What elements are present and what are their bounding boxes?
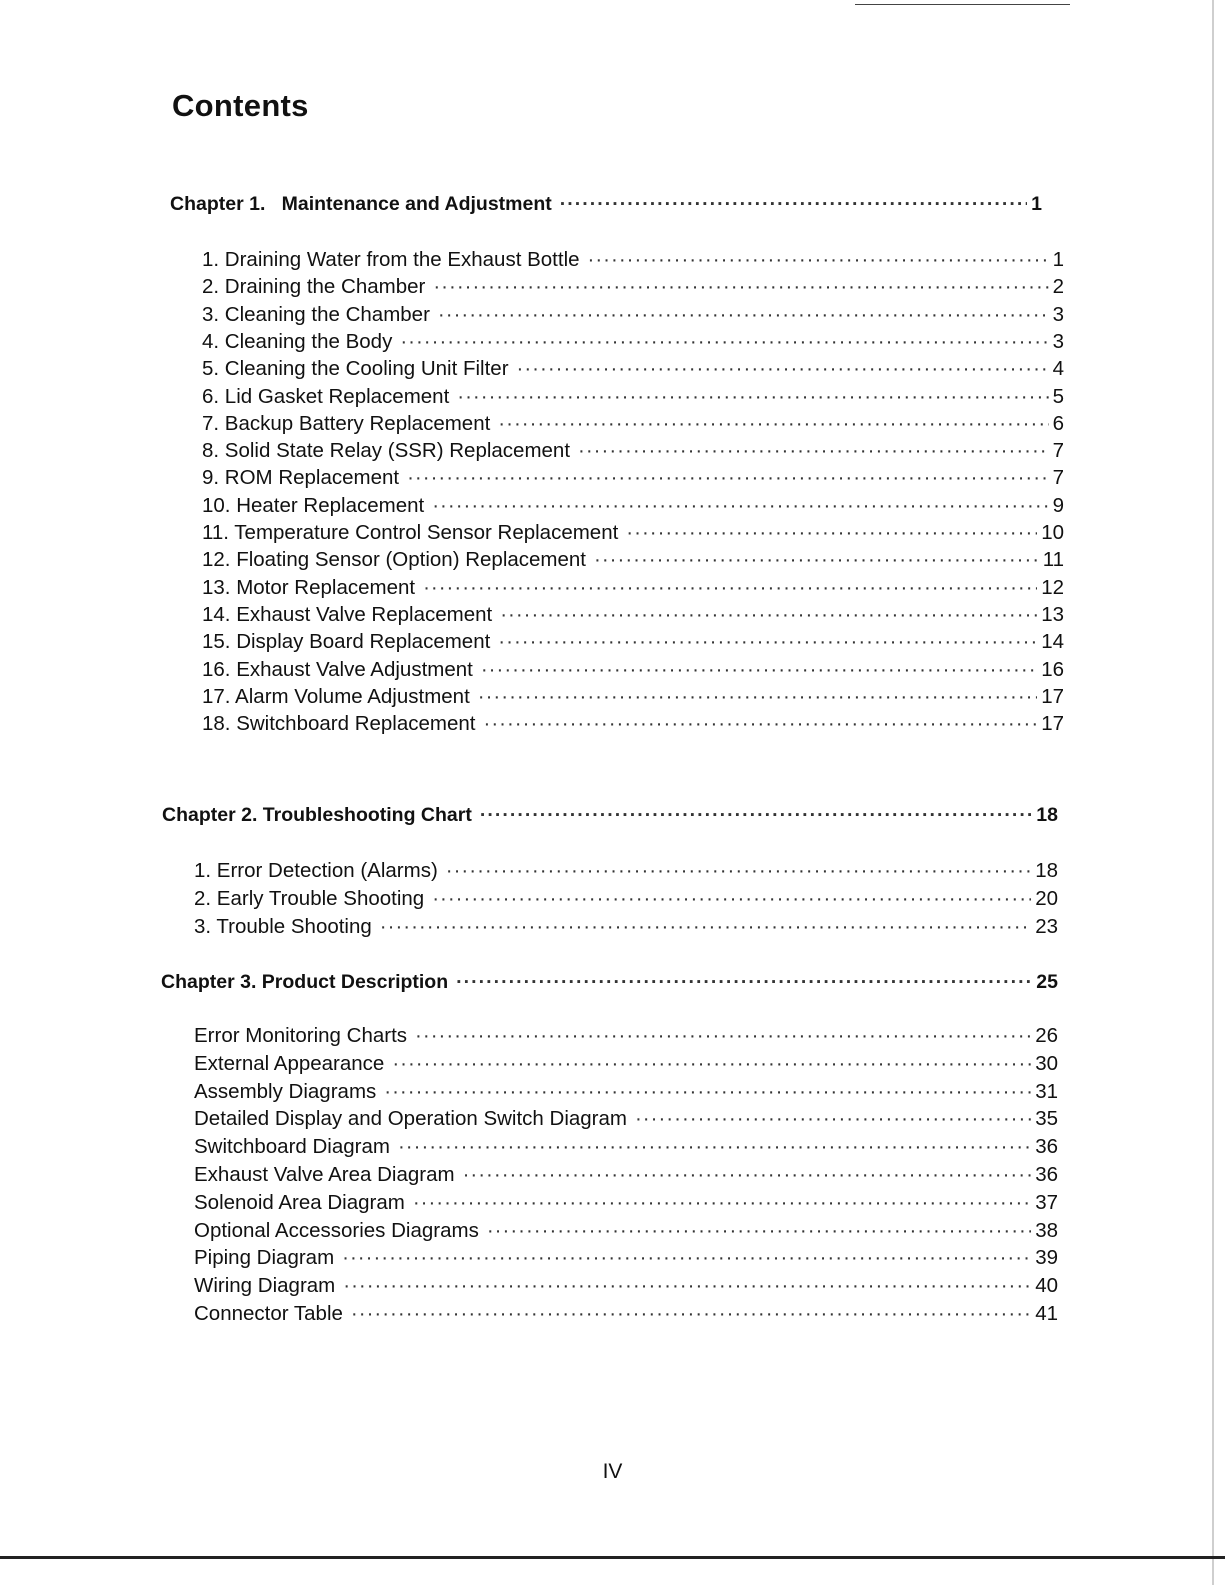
- toc-chapter-3[interactable]: [161, 971, 1058, 994]
- leader-dots: [398, 1135, 1031, 1159]
- chapter-heading: Chapter 1. Maintenance and Adjustment: [170, 193, 552, 215]
- toc-item-label: Switchboard Diagram: [194, 1135, 390, 1159]
- leader-dots: [400, 330, 1048, 354]
- page-number: 30: [1035, 1051, 1058, 1075]
- toc-item-label: Piping Diagram: [194, 1246, 335, 1270]
- page-title: Contents: [172, 88, 309, 123]
- page-number: 3: [1052, 302, 1064, 326]
- toc-item-label: Assembly Diagrams: [194, 1079, 377, 1103]
- page-number: 1: [1031, 193, 1042, 215]
- leader-dots: [478, 685, 1037, 709]
- toc-item-label: 18. Switchboard Replacement: [202, 712, 476, 736]
- toc-item-label: 3. Cleaning the Chamber: [202, 302, 430, 326]
- toc-item[interactable]: [202, 630, 1064, 654]
- leader-dots: [560, 193, 1027, 216]
- leader-dots: [588, 248, 1049, 272]
- toc-item[interactable]: [202, 685, 1064, 709]
- page-number: 6: [1052, 411, 1064, 435]
- toc-item[interactable]: [194, 1107, 1058, 1131]
- leader-dots: [446, 859, 1031, 883]
- toc-item-label: 1. Error Detection (Alarms): [194, 859, 438, 882]
- leader-dots: [463, 1163, 1032, 1187]
- leader-dots: [413, 1191, 1031, 1215]
- toc-item-label: Detailed Display and Operation Switch Diagram: [194, 1107, 627, 1131]
- toc-item[interactable]: [194, 887, 1058, 911]
- top-rule: [855, 4, 1070, 5]
- toc-item[interactable]: [194, 1219, 1058, 1243]
- page-number: 39: [1035, 1246, 1058, 1270]
- page-number: 17: [1041, 684, 1064, 708]
- toc-item[interactable]: [202, 439, 1064, 463]
- toc-chapter-2[interactable]: [162, 804, 1058, 827]
- toc-item-label: External Appearance: [194, 1051, 385, 1075]
- page-number: 23: [1035, 915, 1058, 939]
- leader-dots: [484, 712, 1038, 736]
- toc-item[interactable]: [202, 712, 1064, 736]
- leader-dots: [415, 1024, 1031, 1048]
- toc-item[interactable]: [194, 1052, 1058, 1076]
- toc-item[interactable]: [202, 385, 1064, 409]
- toc-item-label: Solenoid Area Diagram: [194, 1190, 405, 1214]
- leader-dots: [594, 548, 1039, 572]
- leader-dots: [635, 1107, 1031, 1131]
- toc-item-label: 10. Heater Replacement: [202, 493, 425, 517]
- toc-item-label: 11. Temperature Control Sensor Replacement: [202, 521, 619, 544]
- toc-item-label: 1. Draining Water from the Exhaust Bottle: [202, 248, 580, 271]
- page-number: 37: [1035, 1190, 1058, 1214]
- toc-item[interactable]: [202, 275, 1064, 299]
- toc-item-label: 4. Cleaning the Body: [202, 329, 393, 353]
- bottom-rule: [0, 1556, 1225, 1559]
- page-number: 36: [1035, 1135, 1058, 1159]
- page-number: 20: [1035, 887, 1058, 911]
- leader-dots: [517, 357, 1049, 381]
- toc-item-label: 2. Early Trouble Shooting: [194, 887, 425, 911]
- toc-item-label: 5. Cleaning the Cooling Unit Filter: [202, 357, 509, 381]
- chapter-heading: Chapter 3. Product Description: [161, 971, 449, 993]
- toc-item[interactable]: [194, 1246, 1058, 1270]
- toc-item[interactable]: [194, 859, 1058, 883]
- toc-item-label: 2. Draining the Chamber: [202, 275, 426, 299]
- toc-item[interactable]: [202, 248, 1064, 272]
- toc-item[interactable]: [194, 915, 1058, 939]
- page-number: 11: [1042, 548, 1064, 572]
- page-number: 3: [1052, 329, 1064, 353]
- page-number: 17: [1041, 712, 1064, 736]
- toc-item[interactable]: [194, 1080, 1058, 1104]
- leader-dots: [407, 466, 1048, 490]
- page-number: 38: [1035, 1218, 1058, 1242]
- toc-item-label: 7. Backup Battery Replacement: [202, 411, 491, 435]
- toc-chapter-1[interactable]: [170, 193, 1042, 216]
- toc-item[interactable]: [194, 1024, 1058, 1048]
- page-number: 41: [1035, 1302, 1058, 1325]
- leader-dots: [343, 1274, 1031, 1298]
- leader-dots: [423, 576, 1037, 600]
- page-number: 16: [1041, 657, 1064, 681]
- page-number: 12: [1041, 575, 1064, 599]
- toc-item-label: 17. Alarm Volume Adjustment: [202, 684, 470, 708]
- page-number: 40: [1035, 1274, 1058, 1298]
- page-number: 26: [1035, 1024, 1058, 1047]
- page-number: 18: [1035, 859, 1058, 882]
- toc-item[interactable]: [202, 658, 1064, 682]
- page-number: 9: [1052, 493, 1064, 517]
- toc-item[interactable]: [194, 1191, 1058, 1215]
- page-number: 2: [1052, 275, 1064, 299]
- chapter-heading: Chapter 2. Troubleshooting Chart: [162, 804, 472, 826]
- toc-item[interactable]: [194, 1135, 1058, 1159]
- leader-dots: [456, 971, 1032, 994]
- leader-dots: [498, 630, 1037, 654]
- toc-item[interactable]: [202, 576, 1064, 600]
- toc-item[interactable]: [202, 521, 1064, 545]
- page-number: 4: [1052, 357, 1064, 381]
- page-number: 35: [1035, 1107, 1058, 1131]
- page-number: 5: [1052, 384, 1064, 408]
- toc-item-label: Exhaust Valve Area Diagram: [194, 1163, 455, 1186]
- leader-dots: [578, 439, 1049, 463]
- leader-dots: [432, 494, 1048, 518]
- page-number: 1: [1052, 248, 1064, 271]
- page-footer-number: IV: [602, 1460, 623, 1483]
- page-number: 10: [1041, 521, 1064, 544]
- toc-item-label: 3. Trouble Shooting: [194, 915, 372, 939]
- page-edge: [1212, 0, 1214, 1585]
- leader-dots: [626, 521, 1037, 545]
- toc-item-label: 6. Lid Gasket Replacement: [202, 384, 450, 408]
- page-number: 7: [1052, 466, 1064, 490]
- page-number: 31: [1035, 1079, 1058, 1103]
- leader-dots: [432, 887, 1031, 911]
- leader-dots: [438, 303, 1049, 327]
- page-number: 18: [1036, 804, 1058, 826]
- page-number: 14: [1041, 630, 1064, 654]
- leader-dots: [487, 1219, 1031, 1243]
- leader-dots: [351, 1302, 1031, 1326]
- toc-item-label: Optional Accessories Diagrams: [194, 1218, 479, 1242]
- leader-dots: [384, 1080, 1031, 1104]
- toc-item-label: Connector Table: [194, 1302, 343, 1325]
- leader-dots: [342, 1246, 1031, 1270]
- page-number: 7: [1052, 439, 1064, 463]
- toc-item-label: 8. Solid State Relay (SSR) Replacement: [202, 439, 571, 463]
- toc-item-label: 9. ROM Replacement: [202, 466, 400, 490]
- page-number: 36: [1035, 1163, 1058, 1186]
- leader-dots: [498, 412, 1048, 436]
- page-number: 13: [1041, 602, 1064, 626]
- leader-dots: [480, 804, 1032, 827]
- toc-item-label: 12. Floating Sensor (Option) Replacement: [202, 548, 587, 572]
- toc-item[interactable]: [194, 1274, 1058, 1298]
- leader-dots: [500, 603, 1037, 627]
- toc-item[interactable]: [194, 1302, 1058, 1326]
- page-number: 25: [1036, 971, 1058, 993]
- toc-item-label: Error Monitoring Charts: [194, 1024, 408, 1047]
- toc-item-label: 13. Motor Replacement: [202, 575, 416, 599]
- toc-item[interactable]: [202, 466, 1064, 490]
- toc-item[interactable]: [202, 412, 1064, 436]
- toc-item[interactable]: [202, 303, 1064, 327]
- leader-dots: [481, 658, 1037, 682]
- toc-item[interactable]: [202, 603, 1064, 627]
- toc-item-label: 16. Exhaust Valve Adjustment: [202, 657, 473, 681]
- toc-item-label: Wiring Diagram: [194, 1274, 336, 1298]
- toc-item[interactable]: [202, 330, 1064, 354]
- leader-dots: [457, 385, 1048, 409]
- toc-item[interactable]: [202, 357, 1064, 381]
- toc-item[interactable]: [202, 494, 1064, 518]
- toc-item[interactable]: [194, 1163, 1058, 1187]
- toc-item-label: 14. Exhaust Valve Replacement: [202, 602, 493, 626]
- leader-dots: [433, 275, 1048, 299]
- toc-item-label: 15. Display Board Replacement: [202, 630, 491, 654]
- leader-dots: [380, 915, 1031, 939]
- toc-item[interactable]: [202, 548, 1064, 572]
- leader-dots: [392, 1052, 1031, 1076]
